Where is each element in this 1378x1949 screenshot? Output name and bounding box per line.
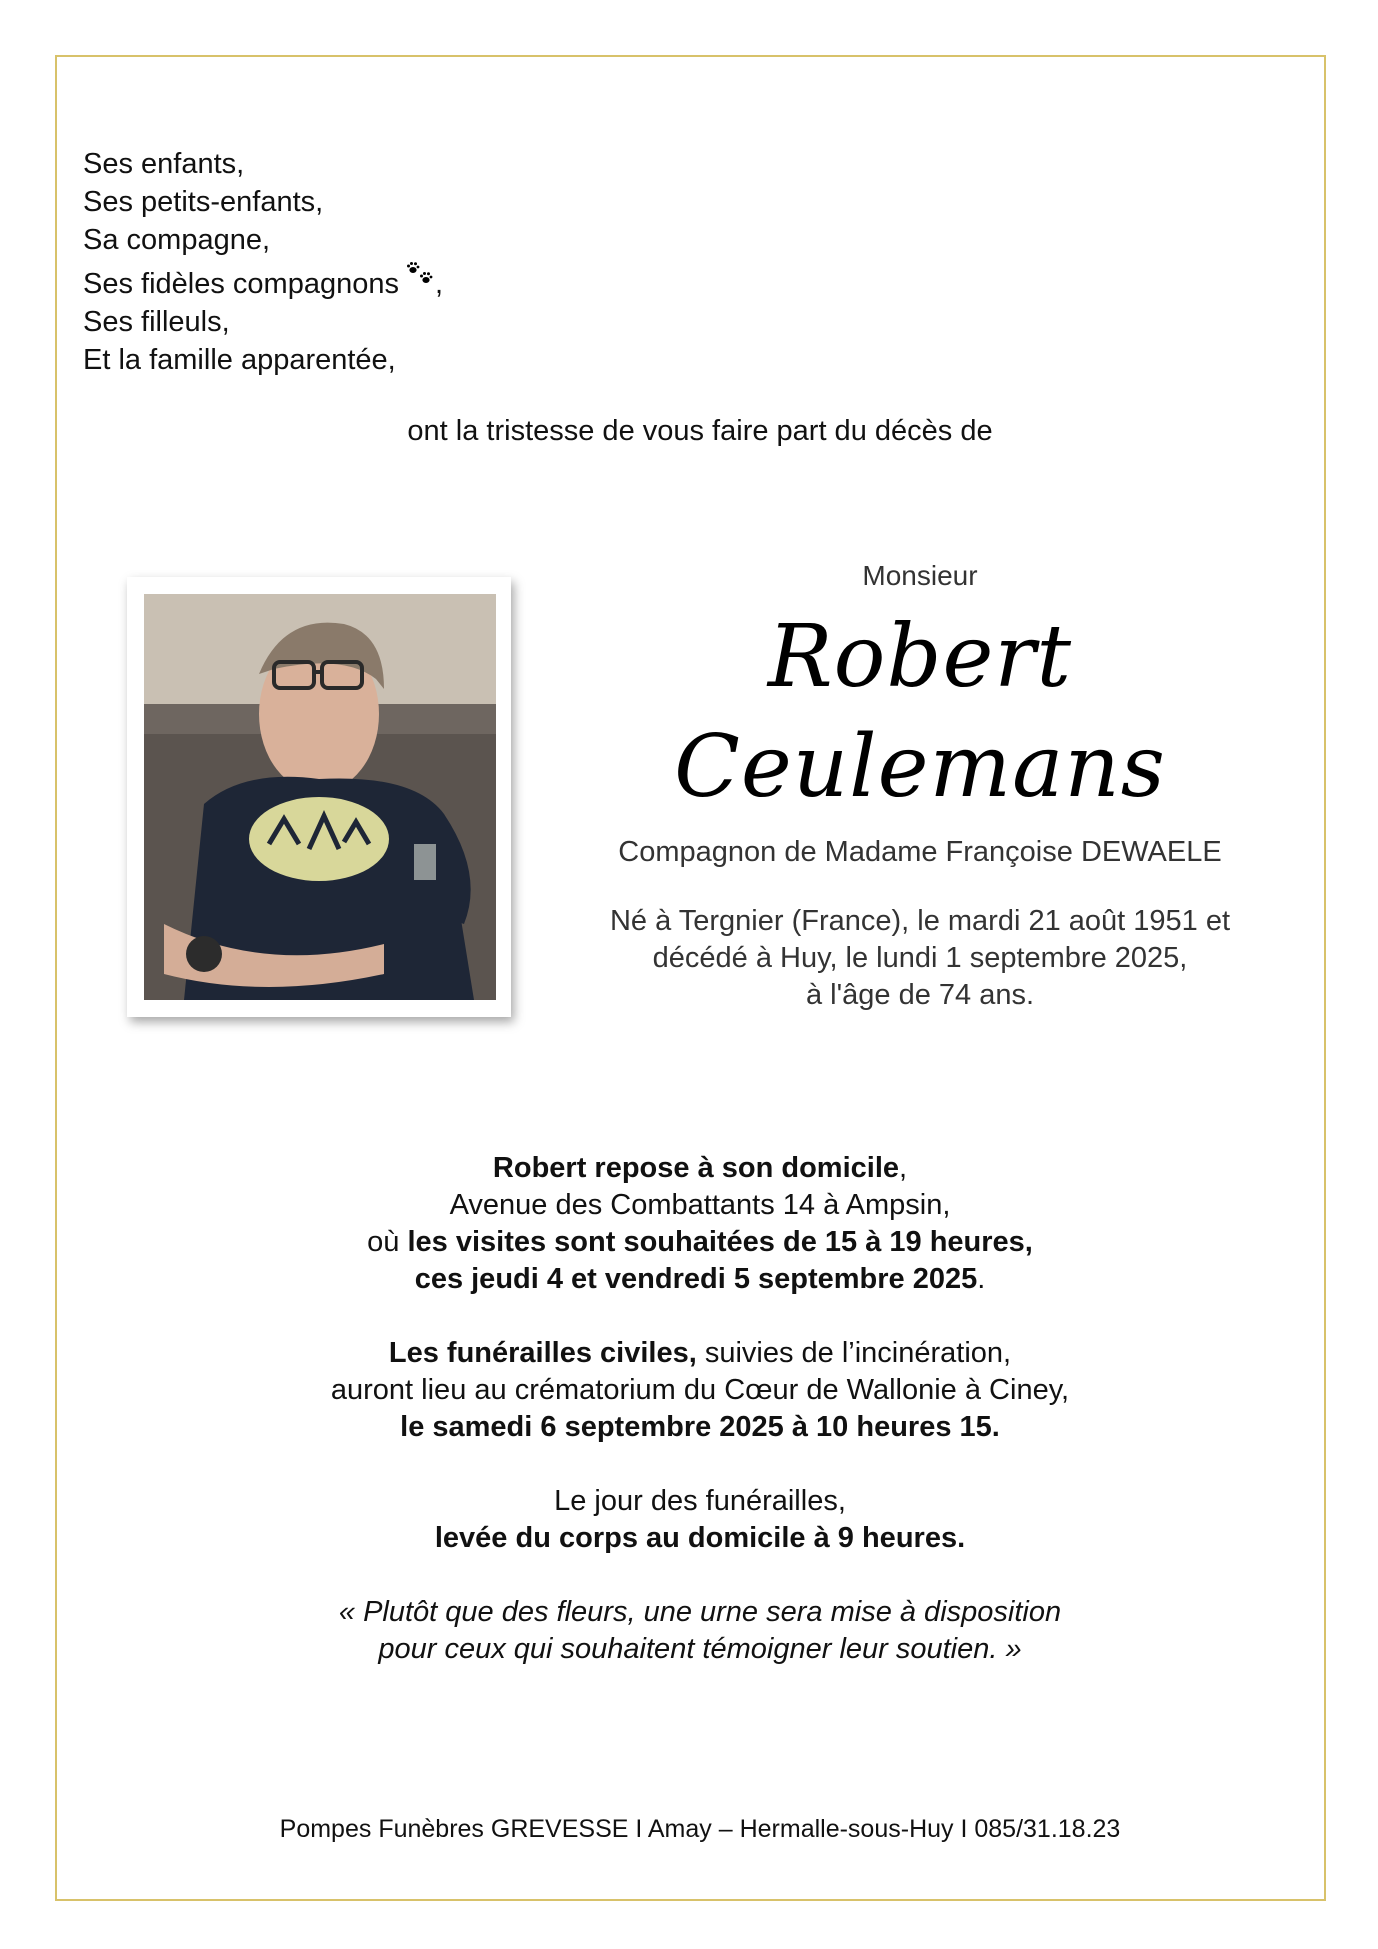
- family-line-children: Ses enfants,: [83, 148, 245, 180]
- visitation-address: Avenue des Combattants 14 à Ampsin,: [449, 1189, 951, 1221]
- visitation-line: [0, 1150, 1378, 1187]
- family-line-grandchildren: Ses petits-enfants,: [83, 186, 324, 218]
- birth-death-dates: [555, 903, 1285, 1014]
- departure-time: levée du corps au domicile à 9 heures.: [434, 1522, 966, 1554]
- departure-line: [0, 1520, 1378, 1557]
- dates-line: à l'âge de 74 ans.: [805, 979, 1035, 1011]
- visitation-location-bold: Robert repose à son domicile: [492, 1152, 900, 1184]
- funeral-line: [0, 1335, 1378, 1372]
- family-line-relatives: Et la famille apparentée,: [83, 344, 396, 376]
- family-line-pets: [83, 259, 443, 303]
- visitation-days-line: [0, 1261, 1378, 1298]
- visitation-days: ces jeudi 4 et vendredi 5 septembre 2025: [414, 1263, 978, 1295]
- dates-line: Né à Tergnier (France), le mardi 21 août 1951 et: [609, 905, 1231, 937]
- funeral-location: auront lieu au crématorium du Cœur de Wallonie à Ciney,: [330, 1374, 1070, 1406]
- visitation-hours-prefix: où: [367, 1226, 408, 1258]
- funeral-datetime: le samedi 6 septembre 2025 à 10 heures 15.: [400, 1411, 1000, 1443]
- funeral-cremation: suivies de l’incinération,: [696, 1337, 1012, 1369]
- punctuation: .: [977, 1263, 986, 1295]
- departure-intro: Le jour des funérailles,: [554, 1485, 846, 1517]
- flowers-quote: [0, 1594, 1378, 1668]
- portrait-photo: [144, 594, 496, 1000]
- family-line-partner: Sa compagne,: [83, 224, 271, 256]
- deceased-identity: [555, 560, 1285, 1014]
- deceased-name: Robert Ceulemans: [674, 607, 1166, 817]
- family-line-pets-text: Ses fidèles compagnons: [83, 268, 399, 300]
- quote-line: « Plutôt que des fleurs, une urne sera mise à disposition: [338, 1596, 1062, 1628]
- visitation-hours: les visites sont souhaitées de 15 à 19 heures,: [407, 1226, 1033, 1258]
- honorific: Monsieur: [862, 560, 978, 591]
- visitation-block: [0, 1150, 1378, 1298]
- departure-block: [0, 1483, 1378, 1557]
- quote-line: pour ceux qui souhaitent témoigner leur soutien. »: [378, 1633, 1022, 1665]
- paw-prints-icon: [405, 259, 435, 297]
- punctuation: ,: [899, 1152, 908, 1184]
- family-line-godchildren: Ses filleuls,: [83, 306, 230, 338]
- dates-line: décédé à Huy, le lundi 1 septembre 2025,: [652, 942, 1188, 974]
- funeral-datetime-line: [0, 1409, 1378, 1446]
- visitation-hours-line: [0, 1224, 1378, 1261]
- family-line-pets-comma: ,: [434, 268, 444, 300]
- funeral-block: [0, 1335, 1378, 1446]
- portrait-frame: [127, 577, 511, 1017]
- funeral-type: Les funérailles civiles,: [388, 1337, 697, 1369]
- ceremony-details: [0, 1150, 1378, 1705]
- companion-line: Compagnon de Madame Françoise DEWAELE: [618, 836, 1222, 868]
- announcement-intro: ont la tristesse de vous faire part du décès de: [407, 415, 993, 447]
- funeral-home-footer: Pompes Funèbres GREVESSE I Amay – Hermalle-sous-Huy I 085/31.18.23: [279, 1815, 1121, 1843]
- family-list: [83, 145, 443, 379]
